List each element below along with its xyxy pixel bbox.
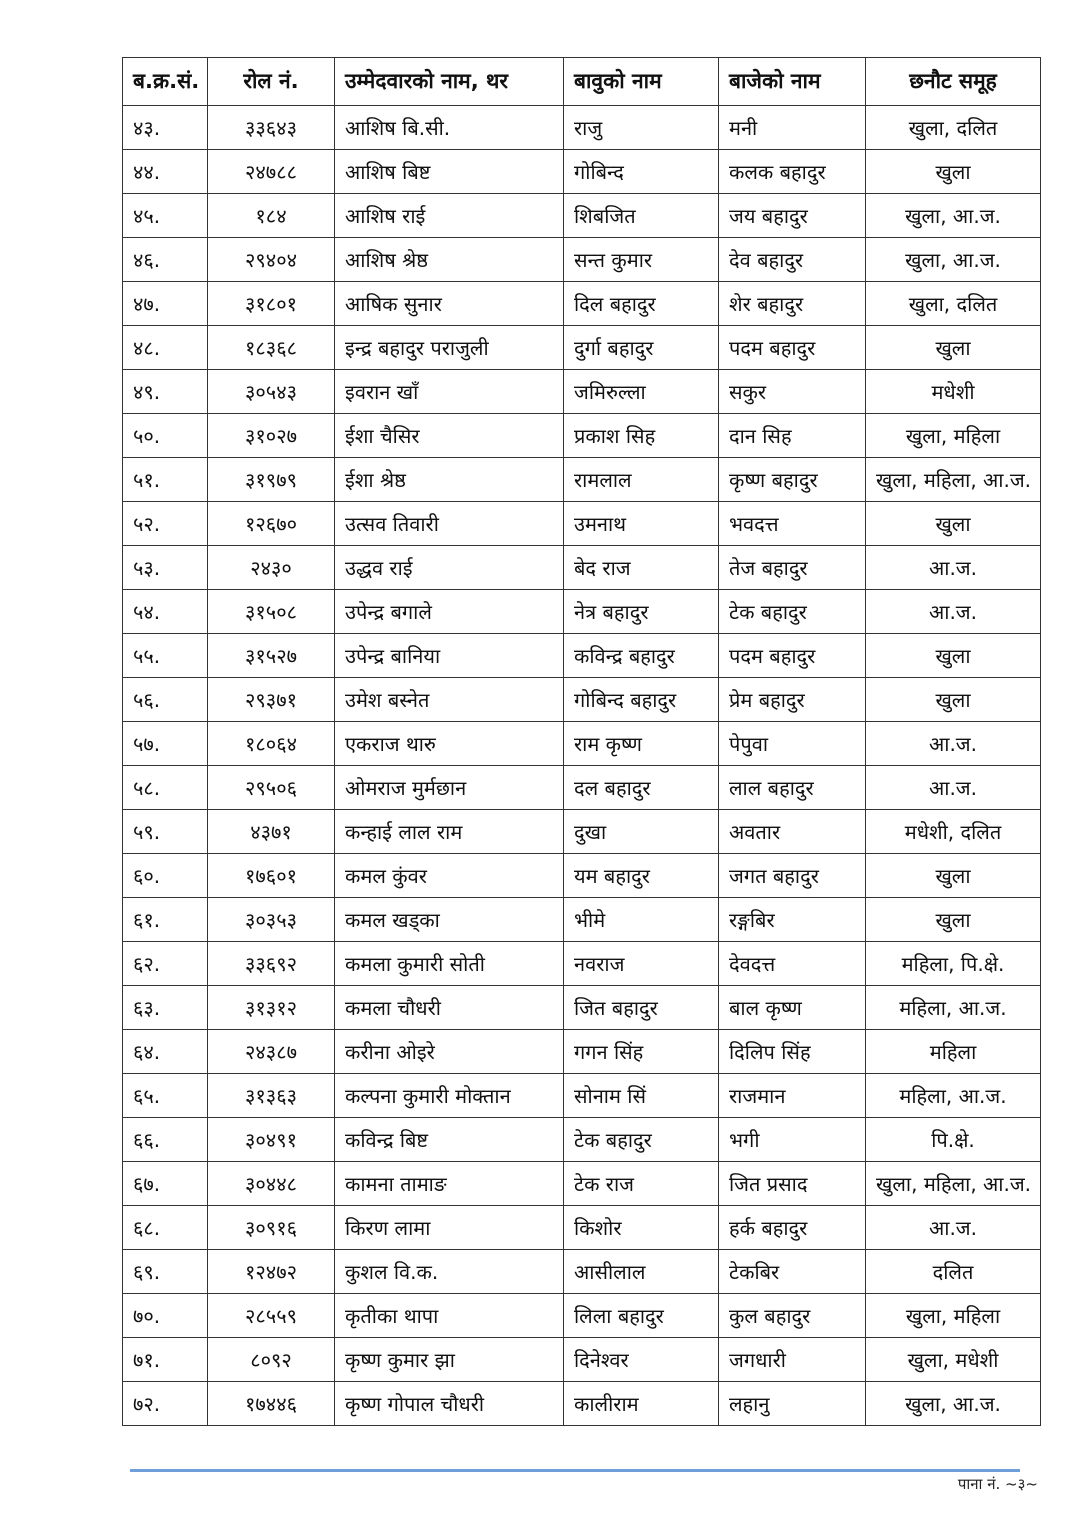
cell-roll-number: ३०४९१	[208, 1118, 335, 1162]
cell-selection-group: पि.क्षे.	[866, 1118, 1041, 1162]
cell-grandfather-name: दिलिप सिंह	[719, 1030, 866, 1074]
cell-serial-number: ४५.	[123, 194, 208, 238]
header-father-name: बावुको नाम	[564, 58, 719, 106]
cell-father-name: टेक राज	[564, 1162, 719, 1206]
cell-father-name: कविन्द्र बहादुर	[564, 634, 719, 678]
cell-candidate-name: उपेन्द्र बगाले	[335, 590, 564, 634]
cell-serial-number: ६९.	[123, 1250, 208, 1294]
cell-candidate-name: करीना ओइरे	[335, 1030, 564, 1074]
cell-selection-group: खुला, महिला, आ.ज.	[866, 1162, 1041, 1206]
cell-roll-number: २९४०४	[208, 238, 335, 282]
cell-father-name: नेत्र बहादुर	[564, 590, 719, 634]
table-row	[123, 854, 1041, 898]
cell-candidate-name: कृष्ण कुमार झा	[335, 1338, 564, 1382]
table-header-row	[123, 58, 1041, 106]
cell-candidate-name: इन्द्र बहादुर पराजुली	[335, 326, 564, 370]
cell-father-name: नवराज	[564, 942, 719, 986]
cell-father-name: दुर्गा बहादुर	[564, 326, 719, 370]
table-row	[123, 282, 1041, 326]
cell-roll-number: १२६७०	[208, 502, 335, 546]
cell-roll-number: ३१३६३	[208, 1074, 335, 1118]
cell-roll-number: ३०९१६	[208, 1206, 335, 1250]
cell-candidate-name: कल्पना कुमारी मोक्तान	[335, 1074, 564, 1118]
cell-selection-group: खुला, आ.ज.	[866, 194, 1041, 238]
cell-roll-number: १८४	[208, 194, 335, 238]
cell-serial-number: ७२.	[123, 1382, 208, 1426]
cell-father-name: किशोर	[564, 1206, 719, 1250]
cell-father-name: जमिरुल्ला	[564, 370, 719, 414]
cell-roll-number: १८३६८	[208, 326, 335, 370]
cell-serial-number: ६२.	[123, 942, 208, 986]
cell-father-name: रामलाल	[564, 458, 719, 502]
cell-selection-group: खुला	[866, 854, 1041, 898]
cell-roll-number: ८०९२	[208, 1338, 335, 1382]
cell-serial-number: ४८.	[123, 326, 208, 370]
cell-roll-number: २४३८७	[208, 1030, 335, 1074]
cell-candidate-name: ओमराज मुर्मछान	[335, 766, 564, 810]
cell-father-name: राजु	[564, 106, 719, 150]
cell-father-name: प्रकाश सिह	[564, 414, 719, 458]
cell-selection-group: खुला, आ.ज.	[866, 1382, 1041, 1426]
cell-father-name: राम कृष्ण	[564, 722, 719, 766]
table-row	[123, 678, 1041, 722]
cell-roll-number: ४३७१	[208, 810, 335, 854]
table-row	[123, 1338, 1041, 1382]
cell-grandfather-name: पेपुवा	[719, 722, 866, 766]
table-row	[123, 546, 1041, 590]
cell-serial-number: ४९.	[123, 370, 208, 414]
table-row	[123, 502, 1041, 546]
cell-roll-number: २४३०	[208, 546, 335, 590]
cell-selection-group: मधेशी, दलित	[866, 810, 1041, 854]
cell-selection-group: खुला	[866, 502, 1041, 546]
cell-selection-group: खुला	[866, 326, 1041, 370]
cell-selection-group: मधेशी	[866, 370, 1041, 414]
table-row	[123, 986, 1041, 1030]
cell-selection-group: महिला, आ.ज.	[866, 1074, 1041, 1118]
cell-candidate-name: कृष्ण गोपाल चौधरी	[335, 1382, 564, 1426]
cell-candidate-name: एकराज थारु	[335, 722, 564, 766]
cell-selection-group: खुला, महिला	[866, 1294, 1041, 1338]
cell-serial-number: ५६.	[123, 678, 208, 722]
cell-grandfather-name: तेज बहादुर	[719, 546, 866, 590]
cell-father-name: जित बहादुर	[564, 986, 719, 1030]
results-table	[122, 57, 1041, 1426]
cell-serial-number: ६५.	[123, 1074, 208, 1118]
table-row	[123, 1162, 1041, 1206]
header-candidate-name: उम्मेदवारको नाम, थर	[335, 58, 564, 106]
cell-father-name: यम बहादुर	[564, 854, 719, 898]
cell-roll-number: ३१५०८	[208, 590, 335, 634]
cell-father-name: दुखा	[564, 810, 719, 854]
cell-grandfather-name: भवदत्त	[719, 502, 866, 546]
table-row	[123, 1074, 1041, 1118]
cell-father-name: दिनेश्वर	[564, 1338, 719, 1382]
cell-roll-number: १७६०१	[208, 854, 335, 898]
cell-candidate-name: कन्हाई लाल राम	[335, 810, 564, 854]
cell-serial-number: ५८.	[123, 766, 208, 810]
cell-selection-group: खुला, दलित	[866, 282, 1041, 326]
cell-selection-group: आ.ज.	[866, 546, 1041, 590]
cell-roll-number: २८५५९	[208, 1294, 335, 1338]
cell-grandfather-name: रङ्गबिर	[719, 898, 866, 942]
table-row	[123, 1294, 1041, 1338]
cell-candidate-name: कमल खड्का	[335, 898, 564, 942]
cell-grandfather-name: पदम बहादुर	[719, 634, 866, 678]
cell-father-name: गोबिन्द बहादुर	[564, 678, 719, 722]
cell-selection-group: आ.ज.	[866, 766, 1041, 810]
cell-grandfather-name: शेर बहादुर	[719, 282, 866, 326]
cell-roll-number: २४७८८	[208, 150, 335, 194]
cell-serial-number: ६०.	[123, 854, 208, 898]
cell-serial-number: ६१.	[123, 898, 208, 942]
cell-grandfather-name: जगधारी	[719, 1338, 866, 1382]
cell-grandfather-name: कुल बहादुर	[719, 1294, 866, 1338]
table-row	[123, 370, 1041, 414]
cell-candidate-name: इवरान खाँ	[335, 370, 564, 414]
cell-serial-number: ५१.	[123, 458, 208, 502]
cell-selection-group: खुला, दलित	[866, 106, 1041, 150]
table-row	[123, 106, 1041, 150]
table-row	[123, 1118, 1041, 1162]
cell-candidate-name: कमल कुंवर	[335, 854, 564, 898]
cell-candidate-name: कृतीका थापा	[335, 1294, 564, 1338]
cell-serial-number: ५२.	[123, 502, 208, 546]
cell-serial-number: ६७.	[123, 1162, 208, 1206]
table-row	[123, 898, 1041, 942]
cell-serial-number: ४४.	[123, 150, 208, 194]
cell-selection-group: आ.ज.	[866, 1206, 1041, 1250]
cell-father-name: लिला बहादुर	[564, 1294, 719, 1338]
header-grandfather-name: बाजेको नाम	[719, 58, 866, 106]
cell-roll-number: ३१०२७	[208, 414, 335, 458]
cell-candidate-name: आशिष राई	[335, 194, 564, 238]
cell-grandfather-name: लाल बहादुर	[719, 766, 866, 810]
cell-candidate-name: कविन्द्र बिष्ट	[335, 1118, 564, 1162]
header-roll-number: रोल नं.	[208, 58, 335, 106]
cell-candidate-name: आषिक सुनार	[335, 282, 564, 326]
page-number: पाना नं. ~३~	[957, 1475, 1038, 1493]
cell-father-name: दल बहादुर	[564, 766, 719, 810]
cell-selection-group: खुला, महिला, आ.ज.	[866, 458, 1041, 502]
cell-roll-number: ३१८०१	[208, 282, 335, 326]
cell-grandfather-name: कृष्ण बहादुर	[719, 458, 866, 502]
cell-grandfather-name: हर्क बहादुर	[719, 1206, 866, 1250]
cell-serial-number: ६४.	[123, 1030, 208, 1074]
cell-candidate-name: उपेन्द्र बानिया	[335, 634, 564, 678]
cell-father-name: शिबजित	[564, 194, 719, 238]
table-row	[123, 1206, 1041, 1250]
cell-serial-number: ६६.	[123, 1118, 208, 1162]
table-row	[123, 810, 1041, 854]
footer-divider	[130, 1469, 1020, 1472]
cell-candidate-name: उत्सव तिवारी	[335, 502, 564, 546]
table-row	[123, 1250, 1041, 1294]
cell-candidate-name: कुशल वि.क.	[335, 1250, 564, 1294]
cell-selection-group: खुला	[866, 150, 1041, 194]
cell-candidate-name: किरण लामा	[335, 1206, 564, 1250]
cell-grandfather-name: टेक बहादुर	[719, 590, 866, 634]
header-serial-number: ब.क्र.सं.	[123, 58, 208, 106]
header-selection-group: छनौट समूह	[866, 58, 1041, 106]
cell-serial-number: ६८.	[123, 1206, 208, 1250]
cell-selection-group: आ.ज.	[866, 590, 1041, 634]
cell-father-name: उमनाथ	[564, 502, 719, 546]
cell-selection-group: खुला, आ.ज.	[866, 238, 1041, 282]
table-row	[123, 414, 1041, 458]
table-row	[123, 1030, 1041, 1074]
cell-selection-group: खुला	[866, 898, 1041, 942]
cell-serial-number: ४३.	[123, 106, 208, 150]
cell-roll-number: १२४७२	[208, 1250, 335, 1294]
cell-grandfather-name: जगत बहादुर	[719, 854, 866, 898]
cell-candidate-name: उद्धव राई	[335, 546, 564, 590]
cell-grandfather-name: देवदत्त	[719, 942, 866, 986]
cell-father-name: कालीराम	[564, 1382, 719, 1426]
cell-father-name: सोनाम सिं	[564, 1074, 719, 1118]
cell-selection-group: खुला, मधेशी	[866, 1338, 1041, 1382]
cell-selection-group: खुला	[866, 634, 1041, 678]
table-row	[123, 590, 1041, 634]
cell-serial-number: ५०.	[123, 414, 208, 458]
cell-serial-number: ५७.	[123, 722, 208, 766]
cell-candidate-name: आशिष श्रेष्ठ	[335, 238, 564, 282]
cell-roll-number: २९५०६	[208, 766, 335, 810]
cell-roll-number: २९३७१	[208, 678, 335, 722]
cell-grandfather-name: बाल कृष्ण	[719, 986, 866, 1030]
cell-roll-number: ३३६९२	[208, 942, 335, 986]
cell-father-name: टेक बहादुर	[564, 1118, 719, 1162]
cell-roll-number: ३१५२७	[208, 634, 335, 678]
cell-grandfather-name: कलक बहादुर	[719, 150, 866, 194]
cell-candidate-name: ईशा चैसिर	[335, 414, 564, 458]
table-row	[123, 722, 1041, 766]
cell-selection-group: खुला, महिला	[866, 414, 1041, 458]
cell-father-name: गगन सिंह	[564, 1030, 719, 1074]
cell-father-name: भीमे	[564, 898, 719, 942]
cell-roll-number: ३१३१२	[208, 986, 335, 1030]
cell-roll-number: ३०५४३	[208, 370, 335, 414]
cell-serial-number: ५४.	[123, 590, 208, 634]
cell-selection-group: आ.ज.	[866, 722, 1041, 766]
cell-serial-number: ४६.	[123, 238, 208, 282]
cell-roll-number: ३०४४८	[208, 1162, 335, 1206]
table-row	[123, 326, 1041, 370]
cell-grandfather-name: राजमान	[719, 1074, 866, 1118]
cell-serial-number: ५३.	[123, 546, 208, 590]
cell-roll-number: ३१९७९	[208, 458, 335, 502]
cell-candidate-name: ईशा श्रेष्ठ	[335, 458, 564, 502]
cell-grandfather-name: टेकबिर	[719, 1250, 866, 1294]
cell-candidate-name: कमला कुमारी सोती	[335, 942, 564, 986]
cell-father-name: सन्त कुमार	[564, 238, 719, 282]
cell-serial-number: ४७.	[123, 282, 208, 326]
cell-grandfather-name: दान सिह	[719, 414, 866, 458]
cell-grandfather-name: पदम बहादुर	[719, 326, 866, 370]
cell-candidate-name: आशिष बिष्ट	[335, 150, 564, 194]
cell-father-name: दिल बहादुर	[564, 282, 719, 326]
cell-selection-group: खुला	[866, 678, 1041, 722]
table-row	[123, 766, 1041, 810]
table-row	[123, 942, 1041, 986]
cell-grandfather-name: जित प्रसाद	[719, 1162, 866, 1206]
cell-selection-group: दलित	[866, 1250, 1041, 1294]
cell-serial-number: ५९.	[123, 810, 208, 854]
table-row	[123, 1382, 1041, 1426]
cell-grandfather-name: सकुर	[719, 370, 866, 414]
cell-serial-number: ७१.	[123, 1338, 208, 1382]
cell-grandfather-name: प्रेम बहादुर	[719, 678, 866, 722]
cell-selection-group: महिला	[866, 1030, 1041, 1074]
table-row	[123, 458, 1041, 502]
cell-grandfather-name: मनी	[719, 106, 866, 150]
cell-roll-number: ३०३५३	[208, 898, 335, 942]
cell-roll-number: १८०६४	[208, 722, 335, 766]
cell-father-name: गोबिन्द	[564, 150, 719, 194]
cell-candidate-name: कामना तामाङ	[335, 1162, 564, 1206]
cell-grandfather-name: लहानु	[719, 1382, 866, 1426]
cell-candidate-name: उमेश बस्नेत	[335, 678, 564, 722]
cell-serial-number: ७०.	[123, 1294, 208, 1338]
cell-candidate-name: आशिष बि.सी.	[335, 106, 564, 150]
cell-selection-group: महिला, आ.ज.	[866, 986, 1041, 1030]
cell-serial-number: ५५.	[123, 634, 208, 678]
cell-candidate-name: कमला चौधरी	[335, 986, 564, 1030]
table-body	[123, 106, 1041, 1426]
cell-serial-number: ६३.	[123, 986, 208, 1030]
cell-grandfather-name: अवतार	[719, 810, 866, 854]
cell-roll-number: ३३६४३	[208, 106, 335, 150]
cell-roll-number: १७४४६	[208, 1382, 335, 1426]
cell-grandfather-name: भगी	[719, 1118, 866, 1162]
table-row	[123, 238, 1041, 282]
cell-father-name: आसीलाल	[564, 1250, 719, 1294]
cell-grandfather-name: जय बहादुर	[719, 194, 866, 238]
table-row	[123, 634, 1041, 678]
cell-selection-group: महिला, पि.क्षे.	[866, 942, 1041, 986]
table-row	[123, 194, 1041, 238]
cell-father-name: बेद राज	[564, 546, 719, 590]
table-row	[123, 150, 1041, 194]
cell-grandfather-name: देव बहादुर	[719, 238, 866, 282]
